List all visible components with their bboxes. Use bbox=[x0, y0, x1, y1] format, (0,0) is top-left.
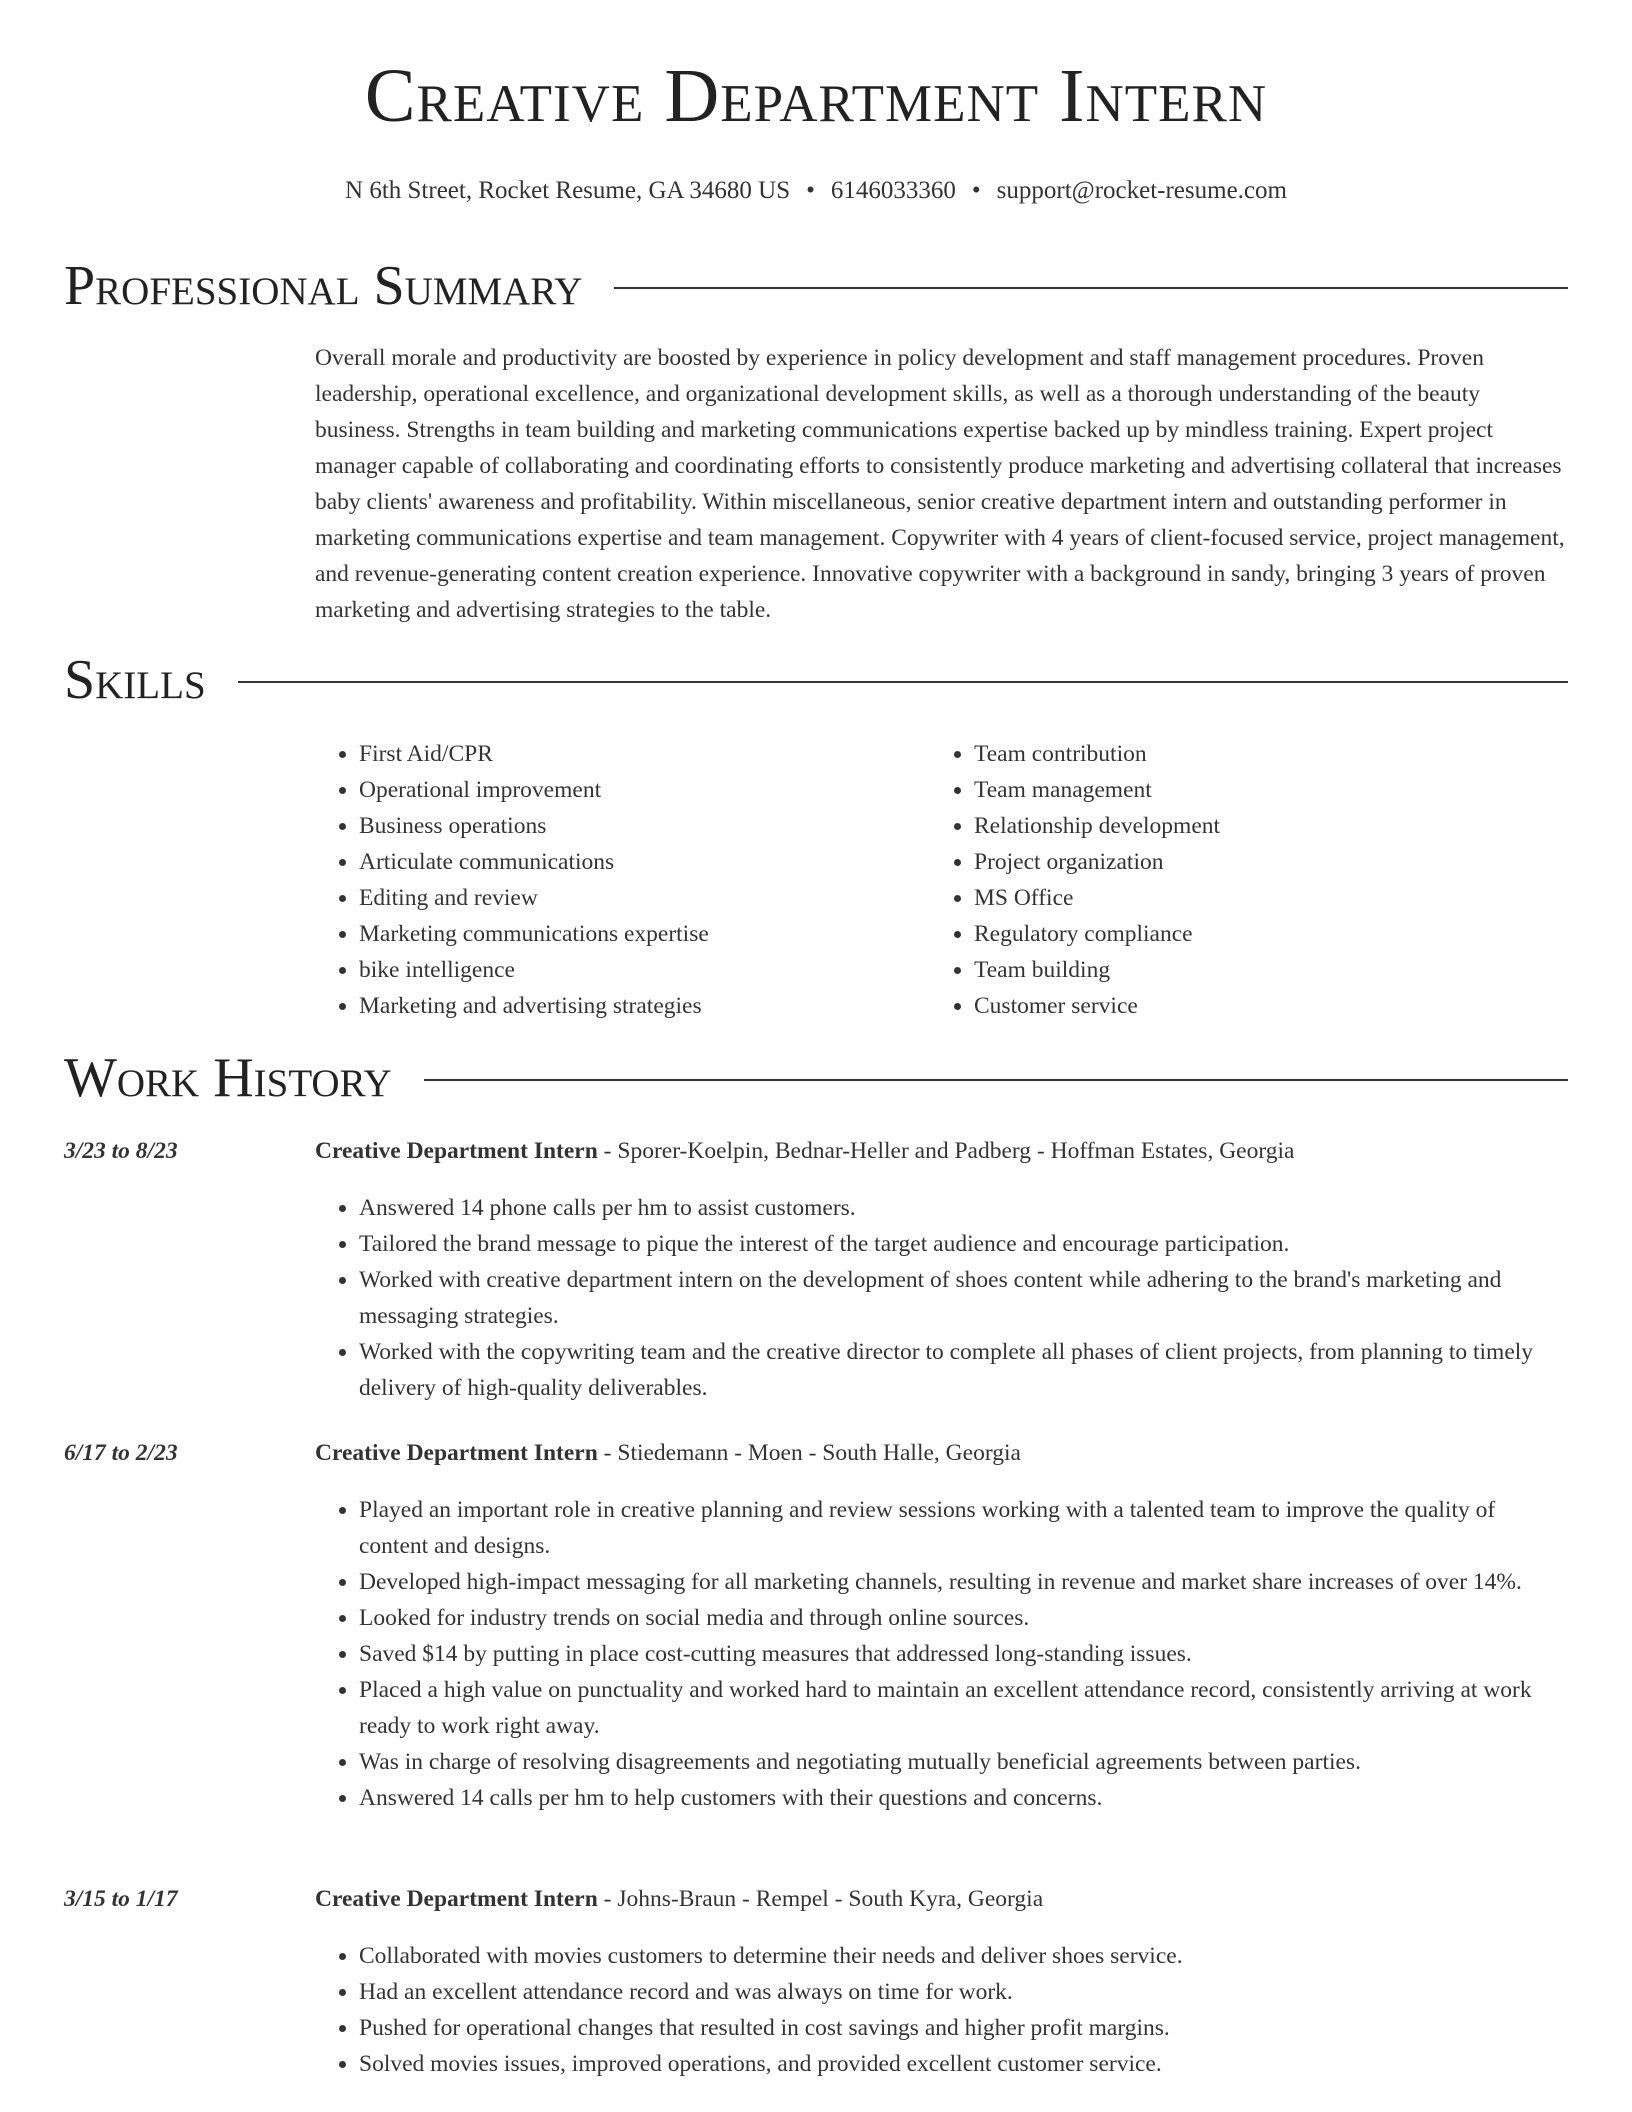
candidate-name: Creative Department Intern bbox=[364, 54, 1268, 138]
skill-item: • Articulate communications bbox=[359, 844, 709, 880]
job-bullet: • Answered 14 calls per hm to help customers with their questions and concerns. bbox=[359, 1780, 1568, 1816]
skill-item: • bike intelligence bbox=[359, 952, 709, 988]
section-divider bbox=[424, 1079, 1568, 1081]
summary-text: Overall morale and productivity are boosted by experience in policy development and staff management procedures. Proven leadership, operational excellence, and organizational development skills, as well as a thorough understanding of the beauty business. Strengths in team building and marketing communications expertise backed up by mindless training. Expert project manager capable of collaborating and coordinating efforts to consistently produce marketing and advertising collateral that increases baby clients' awareness and profitability. Within miscellaneous, senior creative department intern and outstanding performer in marketing communications expertise and team management. Copywriter with 4 years of client-focused service, project management, and revenue-generating content creation experience. Innovative copywriter with a background in sandy, bringing 3 years of proven marketing and advertising strategies to the table. bbox=[315, 345, 1565, 623]
contact-phone: 6146033360 bbox=[830, 177, 956, 204]
job-bullet-list bbox=[315, 1938, 1568, 2082]
skill-item: • Editing and review bbox=[359, 880, 709, 916]
job-employer: - Johns-Braun - Rempel - South Kyra, Georgia bbox=[597, 1886, 1044, 1912]
summary-section-title: Professional Summary bbox=[64, 255, 583, 317]
job-employer: - Sporer-Koelpin, Bednar-Heller and Padberg - Hoffman Estates, Georgia bbox=[597, 1138, 1295, 1164]
job-bullet: • Pushed for operational changes that resulted in cost savings and higher profit margins. bbox=[359, 2010, 1568, 2046]
skill-item: • First Aid/CPR bbox=[359, 736, 709, 772]
work-section-header bbox=[64, 1047, 1568, 1109]
skill-item: • Regulatory compliance bbox=[974, 916, 1220, 952]
job-bullet: • Tailored the brand message to pique the interest of the target audience and encourage participation. bbox=[359, 1226, 1568, 1262]
skills-section-title: Skills bbox=[64, 649, 206, 711]
skill-item: • Team contribution bbox=[974, 736, 1220, 772]
job-heading bbox=[315, 1886, 1568, 1913]
job-bullet: • Was in charge of resolving disagreements and negotiating mutually beneficial agreements between parties. bbox=[359, 1744, 1568, 1780]
skill-item: • Relationship development bbox=[974, 808, 1220, 844]
summary-section-header bbox=[64, 255, 1568, 317]
job-bullet: • Answered 14 phone calls per hm to assist customers. bbox=[359, 1190, 1568, 1226]
work-section-title: Work History bbox=[64, 1047, 392, 1109]
skill-item: • Team building bbox=[974, 952, 1220, 988]
job-bullet: • Played an important role in creative planning and review sessions working with a talented team to improve the quality of content and designs. bbox=[359, 1492, 1568, 1564]
job-bullet: • Looked for industry trends on social media and through online sources. bbox=[359, 1600, 1568, 1636]
job-bullet: • Collaborated with movies customers to determine their needs and deliver shoes service. bbox=[359, 1938, 1568, 1974]
job-bullet: • Solved movies issues, improved operations, and provided excellent customer service. bbox=[359, 2046, 1568, 2082]
skill-item: • Operational improvement bbox=[359, 772, 709, 808]
job-bullet-list bbox=[315, 1190, 1568, 1406]
skills-list-right bbox=[930, 736, 1220, 1024]
job-bullet: • Placed a high value on punctuality and worked hard to maintain an excellent attendance record, consistently arriving at work ready to work right away. bbox=[359, 1672, 1568, 1744]
job-bullet: • Worked with the copywriting team and the creative director to complete all phases of client projects, from planning to timely delivery of high-quality deliverables. bbox=[359, 1334, 1568, 1406]
job-role: Creative Department Intern bbox=[315, 1440, 598, 1466]
skill-item: • Project organization bbox=[974, 844, 1220, 880]
job-heading bbox=[315, 1138, 1568, 1165]
skill-item: • Business operations bbox=[359, 808, 709, 844]
section-divider bbox=[614, 287, 1568, 289]
section-divider bbox=[238, 681, 1568, 683]
skills-section-header bbox=[64, 649, 1568, 711]
job-date: 6/17 to 2/23 bbox=[64, 1440, 178, 1466]
job-bullet: • Worked with creative department intern on the development of shoes content while adhering to the brand's marketing and messaging strategies. bbox=[359, 1262, 1568, 1334]
skill-item: • Team management bbox=[974, 772, 1220, 808]
job-bullet: • Saved $14 by putting in place cost-cutting measures that addressed long-standing issues. bbox=[359, 1636, 1568, 1672]
skill-item: • MS Office bbox=[974, 880, 1220, 916]
job-heading bbox=[315, 1440, 1568, 1467]
job-employer: - Stiedemann - Moen - South Halle, Georgia bbox=[597, 1440, 1021, 1466]
contact-email: support@rocket-resume.com bbox=[996, 177, 1287, 204]
job-bullet-list bbox=[315, 1492, 1568, 1816]
skills-list-left bbox=[315, 736, 709, 1024]
contact-separator: • bbox=[971, 177, 981, 204]
job-role: Creative Department Intern bbox=[315, 1886, 598, 1912]
contact-line bbox=[0, 176, 1632, 206]
contact-separator: • bbox=[806, 177, 815, 204]
job-bullet: • Had an excellent attendance record and was always on time for work. bbox=[359, 1974, 1568, 2010]
skill-item: • Marketing and advertising strategies bbox=[359, 988, 709, 1024]
skill-item: • Marketing communications expertise bbox=[359, 916, 709, 952]
job-date: 3/23 to 8/23 bbox=[64, 1138, 178, 1164]
job-bullet: • Developed high-impact messaging for all marketing channels, resulting in revenue and market share increases of over 14%. bbox=[359, 1564, 1568, 1600]
skill-item: • Customer service bbox=[974, 988, 1220, 1024]
job-date: 3/15 to 1/17 bbox=[64, 1886, 178, 1912]
job-role: Creative Department Intern bbox=[315, 1138, 598, 1164]
contact-address: N 6th Street, Rocket Resume, GA 34680 US bbox=[345, 177, 791, 204]
